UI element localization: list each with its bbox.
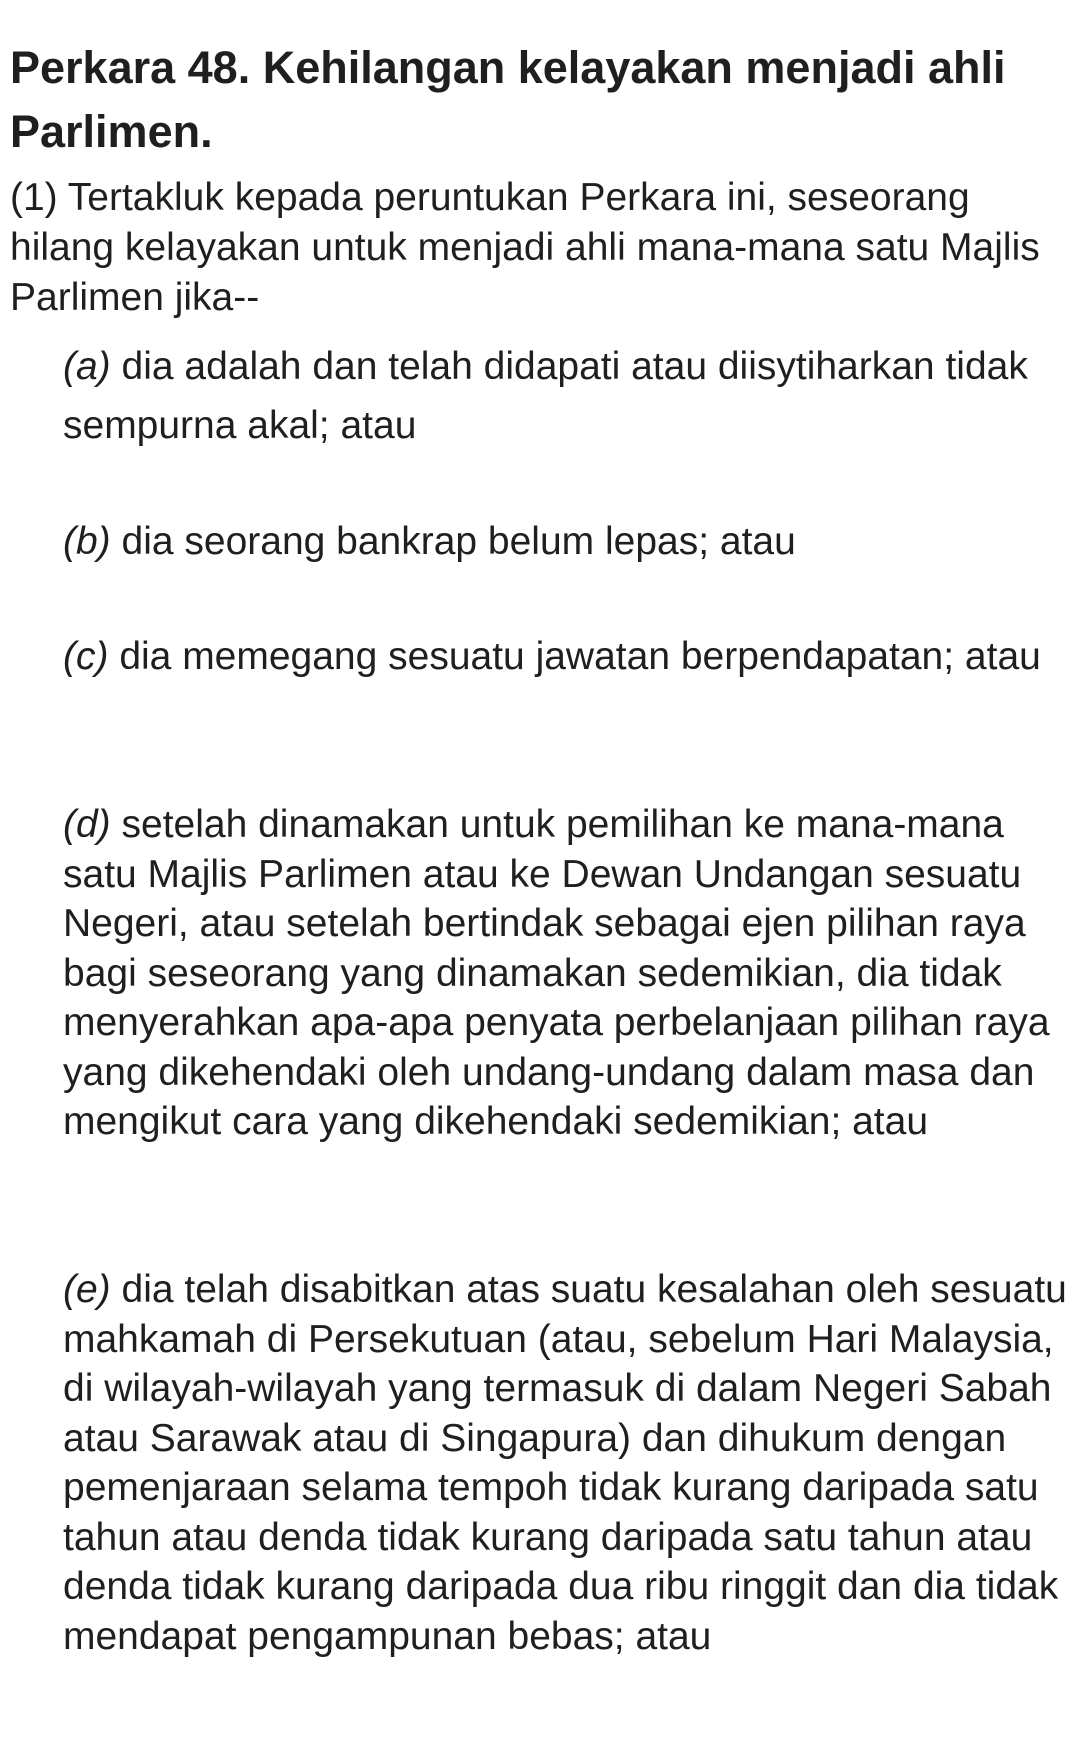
- clause-item-a: [63, 337, 1078, 455]
- item-label: (e): [63, 1268, 111, 1311]
- clause-intro: (1) Tertakluk kepada peruntukan Perkara ini, seseorang hilang kelayakan untuk menjadi ahli mana-mana satu Majlis Parlimen jika--: [10, 176, 1040, 319]
- clause-item-b: [63, 517, 1078, 567]
- item-text: setelah dinamakan untuk pemilihan ke mana-mana satu Majlis Parlimen atau ke Dewan Undangan sesuatu Negeri, atau setelah bertindak sebagai ejen pilihan raya bagi seseorang yang dinamakan sedemikian, dia tidak menyerahkan apa-apa penyata perbelanjaan pilihan raya yang dikehendaki oleh undang-undang dalam masa dan mengikut cara yang dikehendaki sedemikian; atau: [63, 803, 1050, 1143]
- item-label: (d): [63, 803, 111, 846]
- item-text: dia telah disabitkan atas suatu kesalahan oleh sesuatu mahkamah di Persekutuan (atau, sebelum Hari Malaysia, di wilayah-wilayah yang termasuk di dalam Negeri Sabah atau Sarawak atau di Singapura) dan dihukum dengan pemenjaraan selama tempoh tidak kurang daripada satu tahun atau denda tidak kurang daripada satu tahun atau denda tidak kurang daripada dua ribu ringgit dan dia tidak mendapat pengampunan bebas; atau: [63, 1268, 1067, 1658]
- article-title: Perkara 48. Kehilangan kelayakan menjadi ahli Parlimen.: [10, 42, 1006, 157]
- clause-item-c: [63, 627, 1078, 686]
- clause-item-d: [63, 800, 1078, 1147]
- item-label: (b): [63, 520, 111, 563]
- item-label: (a): [63, 345, 111, 388]
- item-text: dia seorang bankrap belum lepas; atau: [110, 520, 796, 563]
- item-text: dia memegang sesuatu jawatan berpendapatan; atau: [108, 635, 1041, 678]
- clause-item-e: [63, 1265, 1078, 1661]
- item-label: (c): [63, 635, 109, 678]
- item-text: dia adalah dan telah didapati atau diisytiharkan tidak sempurna akal; atau: [63, 345, 1028, 447]
